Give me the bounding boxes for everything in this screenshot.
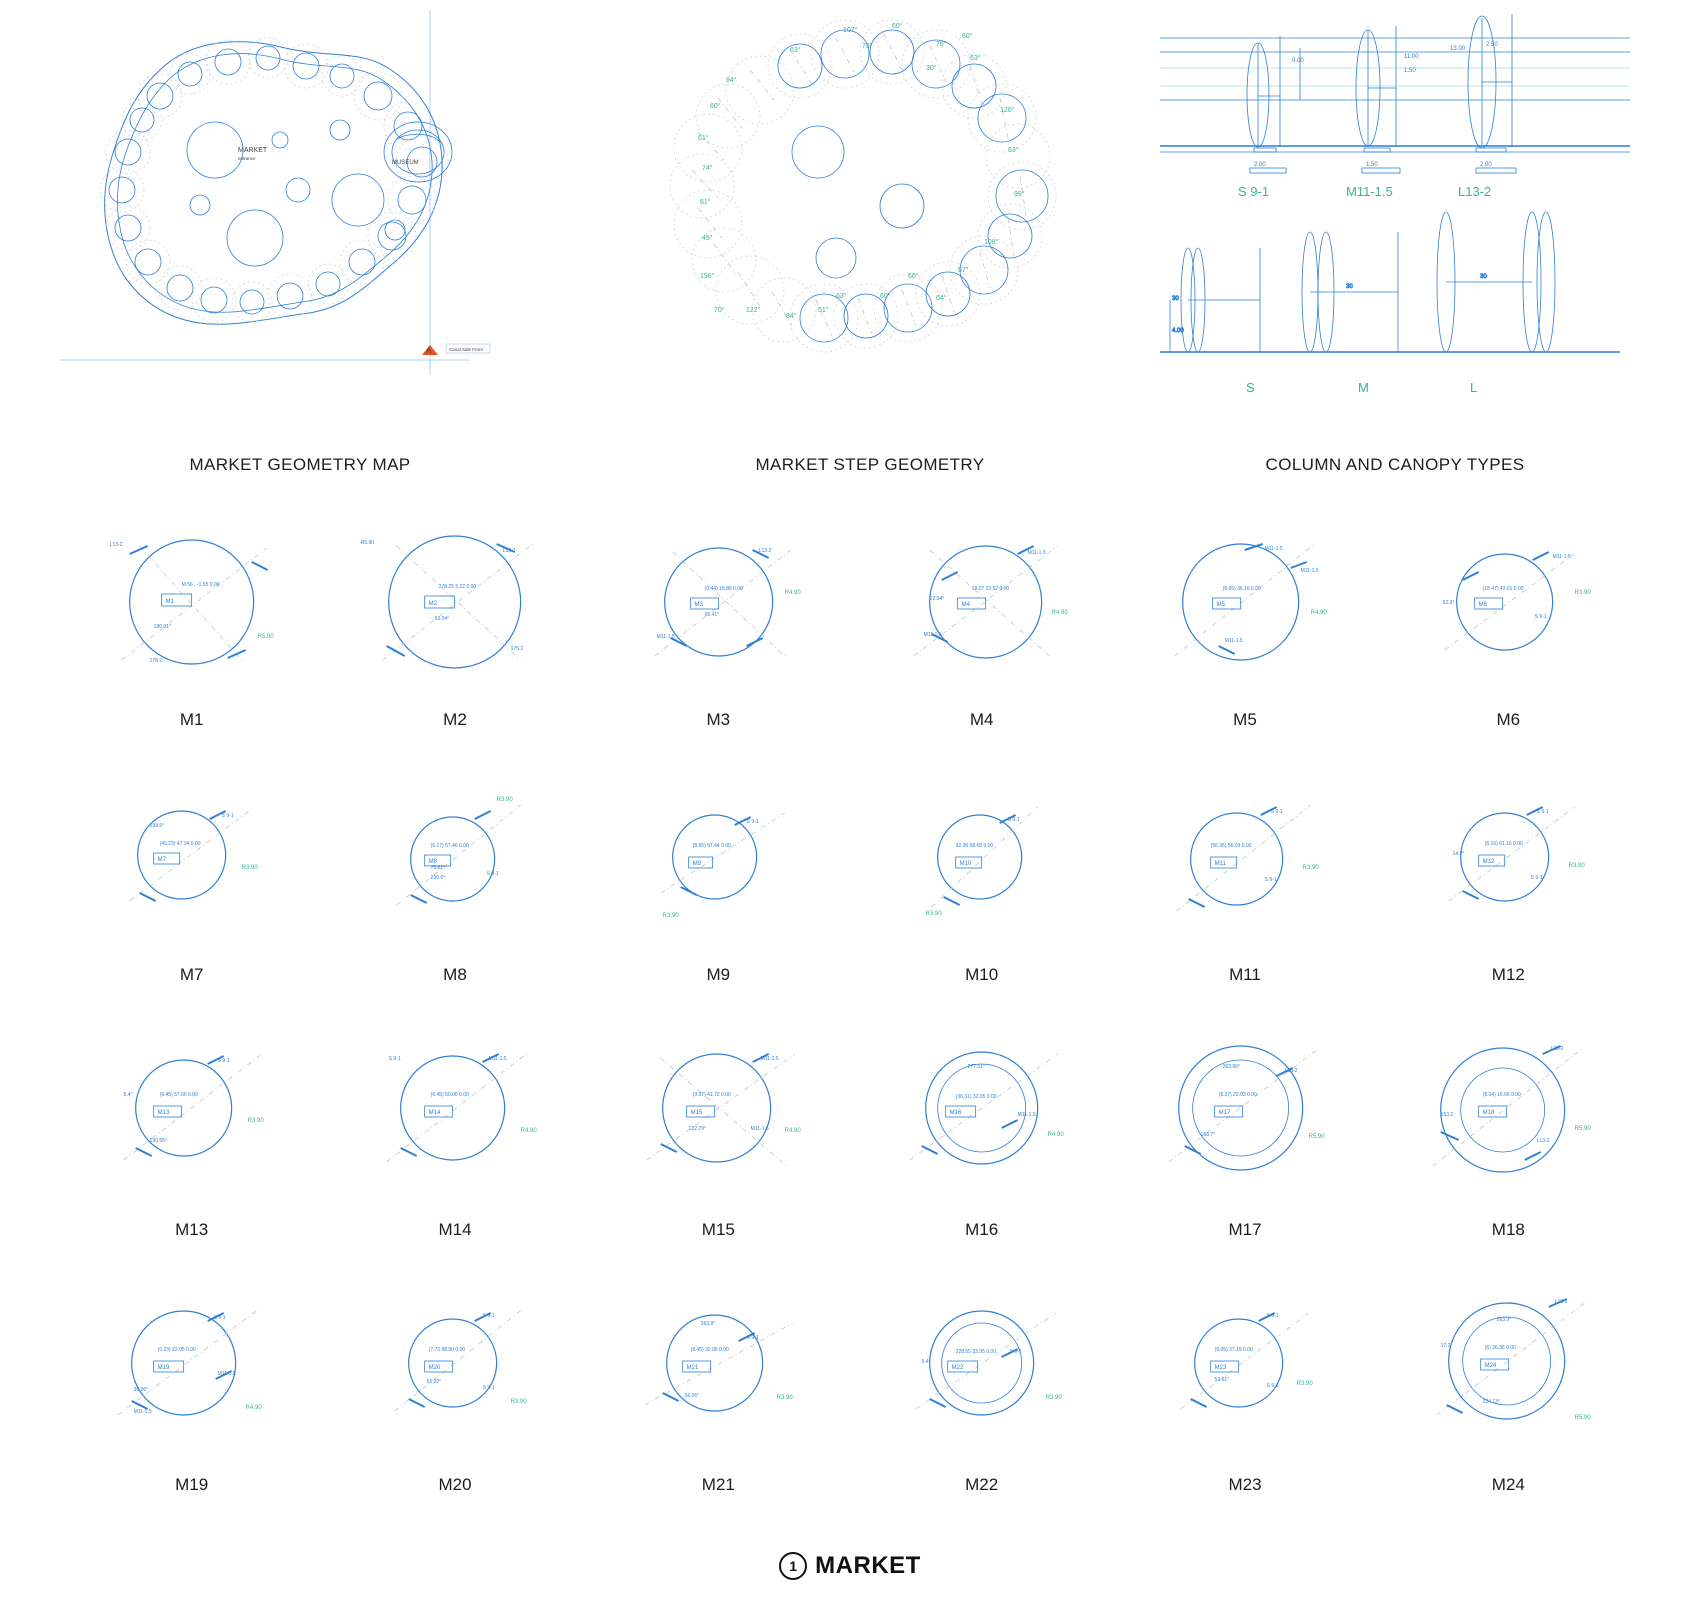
svg-text:R4.90: R4.90: [1310, 610, 1328, 616]
svg-text:R5.90: R5.90: [360, 540, 375, 546]
unit-cell-m24[interactable]: [1377, 1275, 1640, 1530]
unit-label-m4: M4: [969, 710, 994, 729]
unit-label-m19: M19: [175, 1475, 209, 1494]
svg-text:228.55 33.95 0.00: 228.55 33.95 0.00: [955, 1349, 996, 1355]
svg-text:S 9-1: S 9-1: [217, 1058, 230, 1064]
svg-text:175.2: 175.2: [510, 646, 524, 652]
svg-text:M18: M18: [1482, 1110, 1494, 1116]
unit-cell-m8[interactable]: [323, 765, 586, 1020]
svg-text:S 9-1: S 9-1: [482, 1313, 495, 1319]
panel-title-market-step-geometry: MARKET STEP GEOMETRY: [755, 455, 985, 474]
unit-cell-m10[interactable]: [850, 765, 1113, 1020]
label-column-type-l: L13-2: [1458, 184, 1492, 199]
svg-text:60°: 60°: [908, 273, 919, 280]
svg-text:R3.90: R3.90: [1568, 863, 1585, 869]
unit-diagram-m20: [323, 1275, 586, 1475]
unit-cell-m21[interactable]: [587, 1275, 850, 1530]
unit-label-m13: M13: [175, 1220, 209, 1239]
svg-text:(9.37) 41.72 0.00: (9.37) 41.72 0.00: [692, 1092, 731, 1098]
market-geometry-map-canvas: [40, 0, 560, 400]
svg-text:30: 30: [1480, 274, 1487, 280]
svg-text:(6.45) 50.06 0.00: (6.45) 50.06 0.00: [430, 1092, 470, 1098]
unit-label-m22: M22: [965, 1475, 999, 1494]
svg-text:M20: M20: [428, 1365, 441, 1371]
label-market: MARKET: [238, 147, 268, 154]
svg-text:S 9-1: S 9-1: [213, 1315, 226, 1321]
sheet-title: MARKET: [815, 1552, 921, 1579]
svg-text:5.4°: 5.4°: [921, 1359, 931, 1365]
svg-text:R4.90: R4.90: [520, 1128, 538, 1134]
svg-text:L13-2: L13-2: [1536, 1138, 1550, 1144]
svg-text:18.27 23.52 0.00: 18.27 23.52 0.00: [971, 586, 1010, 592]
unit-label-m17: M17: [1228, 1220, 1262, 1239]
svg-text:61°: 61°: [698, 135, 709, 142]
svg-text:60°: 60°: [880, 293, 891, 300]
unit-diagram-m12: [1377, 765, 1640, 965]
svg-text:Canal Side Front: Canal Side Front: [449, 347, 483, 352]
unit-diagram-m21: [587, 1275, 850, 1475]
unit-diagram-m18: [1377, 1020, 1640, 1220]
svg-text:168.7°: 168.7°: [1200, 1132, 1216, 1138]
svg-text:(7.72 98.80 0.00: (7.72 98.80 0.00: [428, 1347, 466, 1353]
svg-text:56.20°: 56.20°: [426, 1379, 442, 1385]
svg-text:M9: M9: [692, 861, 701, 867]
unit-diagram-m24: [1377, 1275, 1640, 1475]
unit-diagram-m22: [850, 1275, 1113, 1475]
column-canopy-canvas: [1150, 0, 1640, 400]
svg-text:S 9-1: S 9-1: [746, 819, 759, 825]
svg-text:32.36 58.68 0.00: 32.36 58.68 0.00: [955, 843, 994, 849]
svg-text:94°: 94°: [726, 77, 737, 84]
unit-label-m11: M11: [1229, 965, 1261, 984]
label-museum: MUSEUM: [392, 160, 419, 166]
svg-text:30°: 30°: [926, 65, 937, 72]
unit-cell-m12[interactable]: [1377, 765, 1640, 1020]
svg-text:S 9-1: S 9-1: [1536, 809, 1549, 815]
svg-text:R3.90: R3.90: [510, 1399, 528, 1405]
unit-diagram-m15: [587, 1020, 850, 1220]
svg-text:M3: M3: [694, 602, 703, 608]
svg-text:S 9-1: S 9-1: [1266, 1313, 1279, 1319]
svg-text:M22: M22: [951, 1365, 964, 1371]
unit-cell-m14[interactable]: [323, 1020, 586, 1275]
unit-label-m7: M7: [179, 965, 204, 984]
unit-cell-m9[interactable]: [587, 765, 850, 1020]
svg-text:M10: M10: [959, 861, 972, 867]
svg-text:L13-2: L13-2: [758, 548, 772, 554]
unit-cell-m13[interactable]: [60, 1020, 323, 1275]
label-market-sub: entrance: [238, 156, 256, 161]
svg-text:M11-1.5: M11-1.5: [1264, 546, 1283, 552]
label-canopy-type-m: M: [1358, 380, 1369, 395]
market-step-geometry-canvas: [640, 0, 1100, 400]
unit-cell-m6[interactable]: [1377, 510, 1640, 765]
label-column-type-m: M11-1.5: [1346, 184, 1393, 199]
unit-cell-m15[interactable]: [587, 1020, 850, 1275]
unit-diagram-m11: [1113, 765, 1376, 965]
market-step-svg: [640, 0, 1100, 400]
svg-text:263.90°: 263.90°: [1222, 1064, 1241, 1070]
svg-text:14.2°: 14.2°: [1452, 851, 1465, 857]
svg-text:R5.90: R5.90: [1574, 1415, 1591, 1421]
unit-diagram-m7: [60, 765, 323, 965]
sheet-number-badge: 1: [779, 1552, 807, 1580]
svg-text:S 9-1: S 9-1: [1264, 877, 1277, 883]
svg-text:51°: 51°: [818, 307, 829, 314]
svg-text:60°: 60°: [710, 103, 721, 110]
svg-text:63°: 63°: [970, 55, 981, 62]
unit-diagram-m3: [587, 510, 850, 710]
svg-text:M4: M4: [961, 602, 971, 608]
svg-text:M11-1.5: M11-1.5: [760, 1056, 779, 1062]
svg-text:108°: 108°: [984, 239, 999, 246]
svg-text:L13-2: L13-2: [502, 548, 516, 554]
svg-text:60°: 60°: [892, 23, 903, 30]
svg-text:M11-1.5: M11-1.5: [217, 1371, 236, 1377]
unit-cell-m11[interactable]: [1113, 765, 1376, 1020]
svg-text:M1: M1: [165, 599, 175, 605]
svg-text:M12: M12: [1482, 859, 1494, 865]
unit-label-m14: M14: [438, 1220, 472, 1239]
svg-text:M11: M11: [1214, 861, 1227, 867]
unit-diagram-m1: [60, 510, 323, 710]
market-map-svg: [40, 0, 560, 400]
svg-text:M24: M24: [1484, 1363, 1496, 1369]
svg-text:63.04°: 63.04°: [434, 616, 450, 622]
unit-diagram-m17: [1113, 1020, 1376, 1220]
svg-text:M16: M16: [949, 1110, 962, 1116]
unit-label-m9: M9: [706, 965, 731, 984]
svg-text:30: 30: [1172, 296, 1179, 302]
unit-diagram-m8: [323, 765, 586, 965]
svg-text:277.51°: 277.51°: [967, 1064, 985, 1070]
svg-text:M11-1.5: M11-1.5: [750, 1126, 769, 1132]
unit-cell-m5[interactable]: [1113, 510, 1376, 765]
svg-text:R3.90: R3.90: [241, 865, 258, 871]
svg-text:R4.90: R4.90: [1051, 610, 1068, 616]
unit-cell-m22[interactable]: [850, 1275, 1113, 1530]
unit-label-m6: M6: [1496, 710, 1521, 729]
svg-text:M19: M19: [157, 1365, 170, 1371]
svg-text:(56.35) 56.03 0.00: (56.35) 56.03 0.00: [1210, 843, 1252, 849]
svg-text:R4.90: R4.90: [245, 1405, 262, 1411]
unit-diagram-m14: [323, 1020, 586, 1220]
svg-text:278.25 5.22 0.00: 278.25 5.22 0.00: [438, 584, 477, 590]
svg-text:60°: 60°: [962, 33, 973, 40]
unit-label-m2: M2: [443, 710, 467, 729]
svg-text:(8.65) 57.44 0.00: (8.65) 57.44 0.00: [692, 843, 731, 849]
svg-text:5.4°: 5.4°: [123, 1092, 133, 1098]
svg-text:M8: M8: [428, 859, 438, 865]
svg-text:61°: 61°: [700, 199, 711, 206]
svg-text:99°: 99°: [1014, 191, 1025, 198]
svg-text:S 9-1: S 9-1: [221, 813, 234, 819]
svg-text:70°: 70°: [714, 307, 725, 314]
svg-text:57°: 57°: [958, 267, 969, 274]
svg-text:S 9-1: S 9-1: [1009, 1349, 1022, 1355]
svg-text:S 9-1: S 9-1: [486, 871, 499, 877]
svg-text:S 9-1: S 9-1: [388, 1056, 401, 1062]
svg-text:1.50: 1.50: [1404, 68, 1416, 74]
svg-text:73°: 73°: [862, 43, 873, 50]
svg-text:75.61°: 75.61°: [430, 865, 446, 871]
svg-text:(6.17) 57.46 0.00: (6.17) 57.46 0.00: [430, 843, 470, 849]
svg-text:M 56 , -1.65 0.00: M 56 , -1.65 0.00: [181, 582, 220, 588]
unit-diagram-m10: [850, 765, 1113, 965]
svg-text:L13-2: L13-2: [1284, 1068, 1298, 1074]
panel-title-market-geometry-map: MARKET GEOMETRY MAP: [189, 455, 411, 474]
svg-text:36.06°: 36.06°: [133, 1387, 149, 1393]
svg-text:60.41°: 60.41°: [704, 612, 719, 618]
panel-title-column-canopy-types: COLUMN AND CANOPY TYPES: [1265, 455, 1525, 474]
svg-text:(8.27) 22.03 0.00: (8.27) 22.03 0.00: [1218, 1092, 1258, 1098]
unit-label-m20: M20: [438, 1475, 472, 1494]
svg-text:M17: M17: [1218, 1110, 1231, 1116]
unit-diagram-m16: [850, 1020, 1113, 1220]
svg-text:198°: 198°: [700, 273, 715, 280]
svg-text:1.50: 1.50: [1366, 162, 1378, 168]
svg-text:M11-1.5: M11-1.5: [1017, 1112, 1036, 1118]
svg-text:30: 30: [1346, 284, 1353, 290]
unit-cell-m16[interactable]: [850, 1020, 1113, 1275]
section-tag: [422, 344, 490, 355]
svg-text:2.00: 2.00: [1480, 162, 1492, 168]
svg-text:M11-1.5: M11-1.5: [656, 634, 675, 640]
svg-text:22.04°: 22.04°: [929, 596, 945, 602]
svg-text:M14: M14: [428, 1110, 441, 1116]
svg-text:199.5°: 199.5°: [149, 823, 165, 829]
unit-diagram-m23: [1113, 1275, 1376, 1475]
svg-text:M11-1.5: M11-1.5: [1027, 550, 1046, 556]
svg-text:122.79°: 122.79°: [688, 1126, 706, 1132]
unit-label-m1: M1: [179, 710, 204, 729]
svg-text:S 9-1: S 9-1: [1530, 875, 1543, 881]
svg-text:153.2: 153.2: [1440, 1112, 1453, 1118]
svg-text:M21: M21: [686, 1365, 698, 1371]
unit-cell-m7[interactable]: [60, 765, 323, 1020]
svg-text:63°: 63°: [836, 293, 847, 300]
unit-label-m3: M3: [706, 710, 731, 729]
svg-text:S 9-1: S 9-1: [746, 1335, 759, 1341]
svg-text:(8.65) 36.16 0.00: (8.65) 36.16 0.00: [1222, 586, 1262, 592]
svg-text:230.55°: 230.55°: [149, 1138, 167, 1144]
unit-label-m5: M5: [1233, 710, 1257, 729]
svg-text:R3.90: R3.90: [247, 1118, 264, 1124]
svg-text:13.00: 13.00: [1450, 46, 1466, 52]
svg-text:R4.90: R4.90: [1047, 1132, 1064, 1138]
svg-text:M13: M13: [157, 1110, 170, 1116]
unit-label-m21: M21: [701, 1475, 735, 1494]
svg-text:74°: 74°: [702, 165, 713, 172]
svg-text:(6) 36.36 0.00: (6) 36.36 0.00: [1484, 1345, 1516, 1351]
svg-text:62.3°: 62.3°: [1442, 600, 1455, 606]
svg-text:R3.90: R3.90: [496, 797, 514, 803]
unit-label-m16: M16: [965, 1220, 999, 1239]
svg-text:S 9-1: S 9-1: [1270, 809, 1283, 815]
svg-text:45°: 45°: [702, 235, 713, 242]
svg-text:M7: M7: [157, 857, 167, 863]
svg-text:M2: M2: [428, 601, 438, 607]
unit-label-m15: M15: [701, 1220, 735, 1239]
svg-text:9.00: 9.00: [1292, 58, 1304, 64]
svg-text:(6.16) 61.16 0.00: (6.16) 61.16 0.00: [1484, 841, 1523, 847]
unit-diagram-m2: [323, 510, 586, 710]
unit-cell-m20[interactable]: [323, 1275, 586, 1530]
svg-text:R5.90: R5.90: [1308, 1134, 1326, 1140]
svg-text:263.9°: 263.9°: [700, 1321, 715, 1327]
svg-text:L13-2: L13-2: [1554, 1299, 1568, 1305]
panel-market-step-geometry: [640, 0, 1100, 490]
svg-text:2.00: 2.00: [1254, 162, 1266, 168]
column-canopy-svg: [1150, 0, 1640, 400]
svg-text:R3.90: R3.90: [1302, 865, 1320, 871]
unit-cell-m17[interactable]: [1113, 1020, 1376, 1275]
unit-diagram-m5: [1113, 510, 1376, 710]
svg-text:180.91°: 180.91°: [153, 624, 171, 630]
svg-text:M23: M23: [1214, 1365, 1227, 1371]
unit-label-m8: M8: [443, 965, 467, 984]
svg-text:R3.90: R3.90: [1574, 590, 1591, 596]
svg-text:M11-1.5: M11-1.5: [923, 632, 942, 638]
svg-text:M6: M6: [1478, 602, 1487, 608]
svg-text:M11-1.5: M11-1.5: [488, 1056, 507, 1062]
unit-diagram-m19: [60, 1275, 323, 1475]
panel-column-canopy-types: [1150, 0, 1640, 490]
svg-text:(36.31) 32.05 0.00: (36.31) 32.05 0.00: [955, 1094, 997, 1100]
svg-text:11.00: 11.00: [1404, 54, 1419, 60]
svg-text:2.50: 2.50: [1486, 42, 1498, 48]
label-column-type-s: S 9-1: [1238, 184, 1270, 199]
unit-cell-m18[interactable]: [1377, 1020, 1640, 1275]
svg-text:R3.90: R3.90: [1296, 1381, 1314, 1387]
unit-cell-m2[interactable]: [323, 510, 586, 765]
unit-diagram-m9: [587, 765, 850, 965]
unit-cell-m1[interactable]: [60, 510, 323, 765]
svg-text:R4.90: R4.90: [784, 590, 801, 596]
sheet-footer: [0, 1552, 1700, 1580]
svg-text:(8.45) 32.05 0.00: (8.45) 32.05 0.00: [690, 1347, 729, 1353]
label-canopy-type-s: S: [1246, 380, 1255, 395]
svg-text:224.13°: 224.13°: [1482, 1399, 1500, 1405]
svg-text:(0.23) 22.05 0.00: (0.23) 22.05 0.00: [157, 1347, 196, 1353]
svg-text:R5.90: R5.90: [257, 634, 274, 640]
svg-text:A: A: [426, 346, 432, 355]
svg-text:M11-1.5: M11-1.5: [1224, 638, 1243, 644]
unit-cell-m3[interactable]: [587, 510, 850, 765]
unit-cell-m19[interactable]: [60, 1275, 323, 1530]
svg-text:230.6°: 230.6°: [430, 875, 446, 881]
unit-diagram-m13: [60, 1020, 323, 1220]
unit-label-m12: M12: [1491, 965, 1525, 984]
unit-diagram-m6: [1377, 510, 1640, 710]
svg-text:107°: 107°: [843, 27, 858, 34]
top-drawings-row: [0, 0, 1700, 490]
svg-text:S 9-1: S 9-1: [1007, 817, 1020, 823]
svg-text:R3.90: R3.90: [662, 913, 679, 919]
unit-label-m24: M24: [1491, 1475, 1525, 1494]
svg-text:63°: 63°: [790, 47, 801, 54]
unit-cell-m23[interactable]: [1113, 1275, 1376, 1530]
panel-market-geometry-map: [40, 0, 560, 490]
svg-text:4.00: 4.00: [1172, 328, 1184, 334]
svg-text:L13-2: L13-2: [1550, 1046, 1564, 1052]
svg-text:36.06°: 36.06°: [684, 1393, 699, 1399]
svg-text:M11-1.5: M11-1.5: [133, 1409, 152, 1415]
svg-text:63°: 63°: [1008, 147, 1019, 154]
svg-text:120°: 120°: [1000, 107, 1015, 114]
unit-label-m23: M23: [1228, 1475, 1262, 1494]
svg-text:S 9-1: S 9-1: [1534, 614, 1547, 620]
svg-text:R3.90: R3.90: [925, 911, 942, 917]
svg-text:17.2: 17.2: [1440, 1343, 1451, 1349]
svg-text:(49.23) 47.34 0.00: (49.23) 47.34 0.00: [159, 841, 201, 847]
svg-text:S 9-1: S 9-1: [1266, 1383, 1279, 1389]
svg-text:64°: 64°: [936, 295, 947, 302]
unit-cell-m4[interactable]: [850, 510, 1113, 765]
unit-label-m18: M18: [1491, 1220, 1525, 1239]
svg-text:M11-1.5: M11-1.5: [1300, 568, 1319, 574]
svg-text:122°: 122°: [746, 307, 761, 314]
label-canopy-type-l: L: [1470, 380, 1478, 395]
svg-text:52.61°: 52.61°: [1214, 1377, 1230, 1383]
svg-text:L13-2: L13-2: [109, 542, 123, 548]
svg-text:M11-1.5: M11-1.5: [1552, 554, 1571, 560]
svg-text:178.2: 178.2: [149, 658, 163, 664]
svg-text:M15: M15: [690, 1110, 702, 1116]
svg-text:(0.44) 15.86 0.00: (0.44) 15.86 0.00: [704, 586, 743, 592]
svg-text:(8.05) 37.15 0.00: (8.05) 37.15 0.00: [1214, 1347, 1254, 1353]
svg-text:76°: 76°: [936, 41, 947, 48]
market-unit-grid: [60, 510, 1640, 1530]
svg-text:(6.45) 57.66 0.00: (6.45) 57.66 0.00: [159, 1092, 198, 1098]
unit-diagram-m4: [850, 510, 1113, 710]
svg-text:R5.90: R5.90: [1574, 1126, 1591, 1132]
svg-text:R4.90: R4.90: [784, 1128, 801, 1134]
svg-text:(8.04) 16.66 0.00: (8.04) 16.66 0.00: [1482, 1092, 1521, 1098]
svg-text:M5: M5: [1216, 602, 1226, 608]
svg-text:R3.90: R3.90: [1045, 1395, 1062, 1401]
svg-text:263.9°: 263.9°: [1496, 1317, 1511, 1323]
svg-text:(18.47) 43.61 0.00: (18.47) 43.61 0.00: [1482, 586, 1524, 592]
svg-text:R3.90: R3.90: [776, 1395, 793, 1401]
unit-label-m10: M10: [965, 965, 999, 984]
svg-text:84°: 84°: [786, 313, 797, 320]
svg-text:S 9-1: S 9-1: [482, 1385, 495, 1391]
